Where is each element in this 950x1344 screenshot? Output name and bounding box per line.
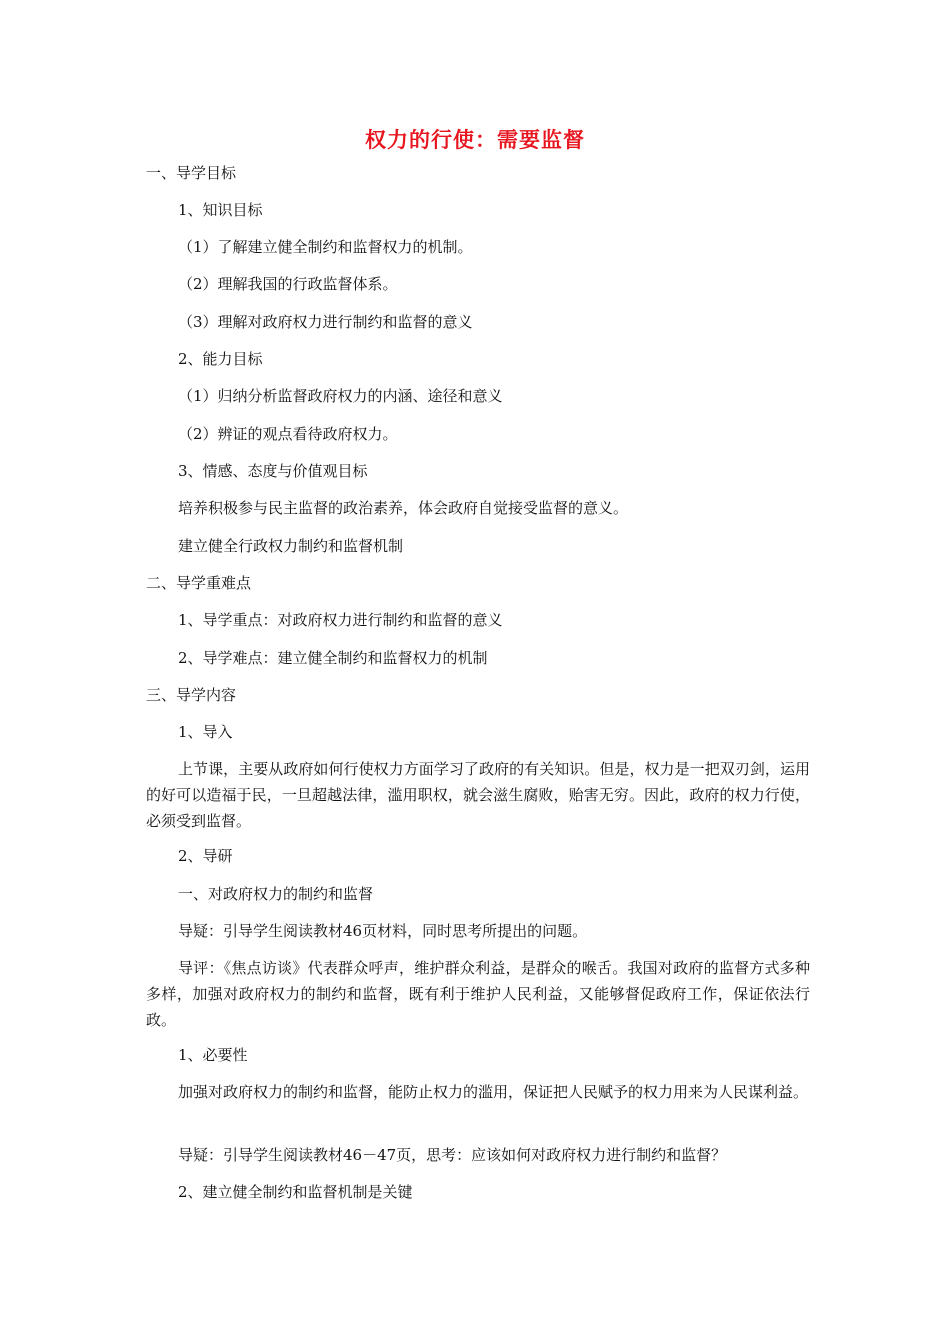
subheading-ability-goals: 2、能力目标 <box>178 350 263 368</box>
list-item: （2）理解我国的行政监督体系。 <box>178 275 398 293</box>
subheading-intro: 1、导入 <box>178 723 233 741</box>
body-line: 建立健全行政权力制约和监督机制 <box>178 537 404 555</box>
subheading-oversight: 一、对政府权力的制约和监督 <box>178 885 374 903</box>
subheading-knowledge-goals: 1、知识目标 <box>178 201 263 219</box>
list-item: （1）归纳分析监督政府权力的内涵、途径和意义 <box>178 387 503 405</box>
subheading-mechanism: 2、建立健全制约和监督机制是关键 <box>178 1183 413 1201</box>
section-heading-key-points: 二、导学重难点 <box>146 574 252 592</box>
list-item: 2、导学难点：建立健全制约和监督权力的机制 <box>178 649 488 667</box>
section-heading-goals: 一、导学目标 <box>146 164 237 182</box>
paragraph-review: 导评：《焦点访谈》代表群众呼声，维护群众利益，是群众的喉舌。我国对政府的监督方式多种多样，加强对政府权力的制约和监督，既有利于维护人民利益，又能够督促政府工作，保证依法行政。 <box>146 959 810 1029</box>
paragraph-intro: 上节课，主要从政府如何行使权力方面学习了政府的有关知识。但是，权力是一把双刃剑，运用的好可以造福于民，一旦超越法律，滥用职权，就会滋生腐败，贻害无穷。因此，政府的权力行使，必须受到监督。 <box>146 760 810 830</box>
body-line: 培养积极参与民主监督的政治素养，体会政府自觉接受监督的意义。 <box>178 499 629 517</box>
list-item: （3）理解对政府权力进行制约和监督的意义 <box>178 313 473 331</box>
list-item: （1）了解建立健全制约和监督权力的机制。 <box>178 238 473 256</box>
list-item: 1、导学重点：对政府权力进行制约和监督的意义 <box>178 611 503 629</box>
section-heading-content: 三、导学内容 <box>146 686 237 704</box>
body-line: 导疑：引导学生阅读教材46－47页，思考：应该如何对政府权力进行制约和监督？ <box>178 1146 727 1164</box>
subheading-necessity: 1、必要性 <box>178 1046 248 1064</box>
paragraph-necessity: 加强对政府权力的制约和监督，能防止权力的滥用，保证把人民赋予的权力用来为人民谋利益。 <box>178 1083 809 1101</box>
body-line: 导疑：引导学生阅读教材46页材料，同时思考所提出的问题。 <box>178 922 588 940</box>
subheading-emotion-goals: 3、情感、态度与价值观目标 <box>178 462 368 480</box>
list-item: （2）辨证的观点看待政府权力。 <box>178 425 398 443</box>
subheading-study: 2、导研 <box>178 847 233 865</box>
document-title: 权力的行使：需要监督 <box>365 128 585 152</box>
